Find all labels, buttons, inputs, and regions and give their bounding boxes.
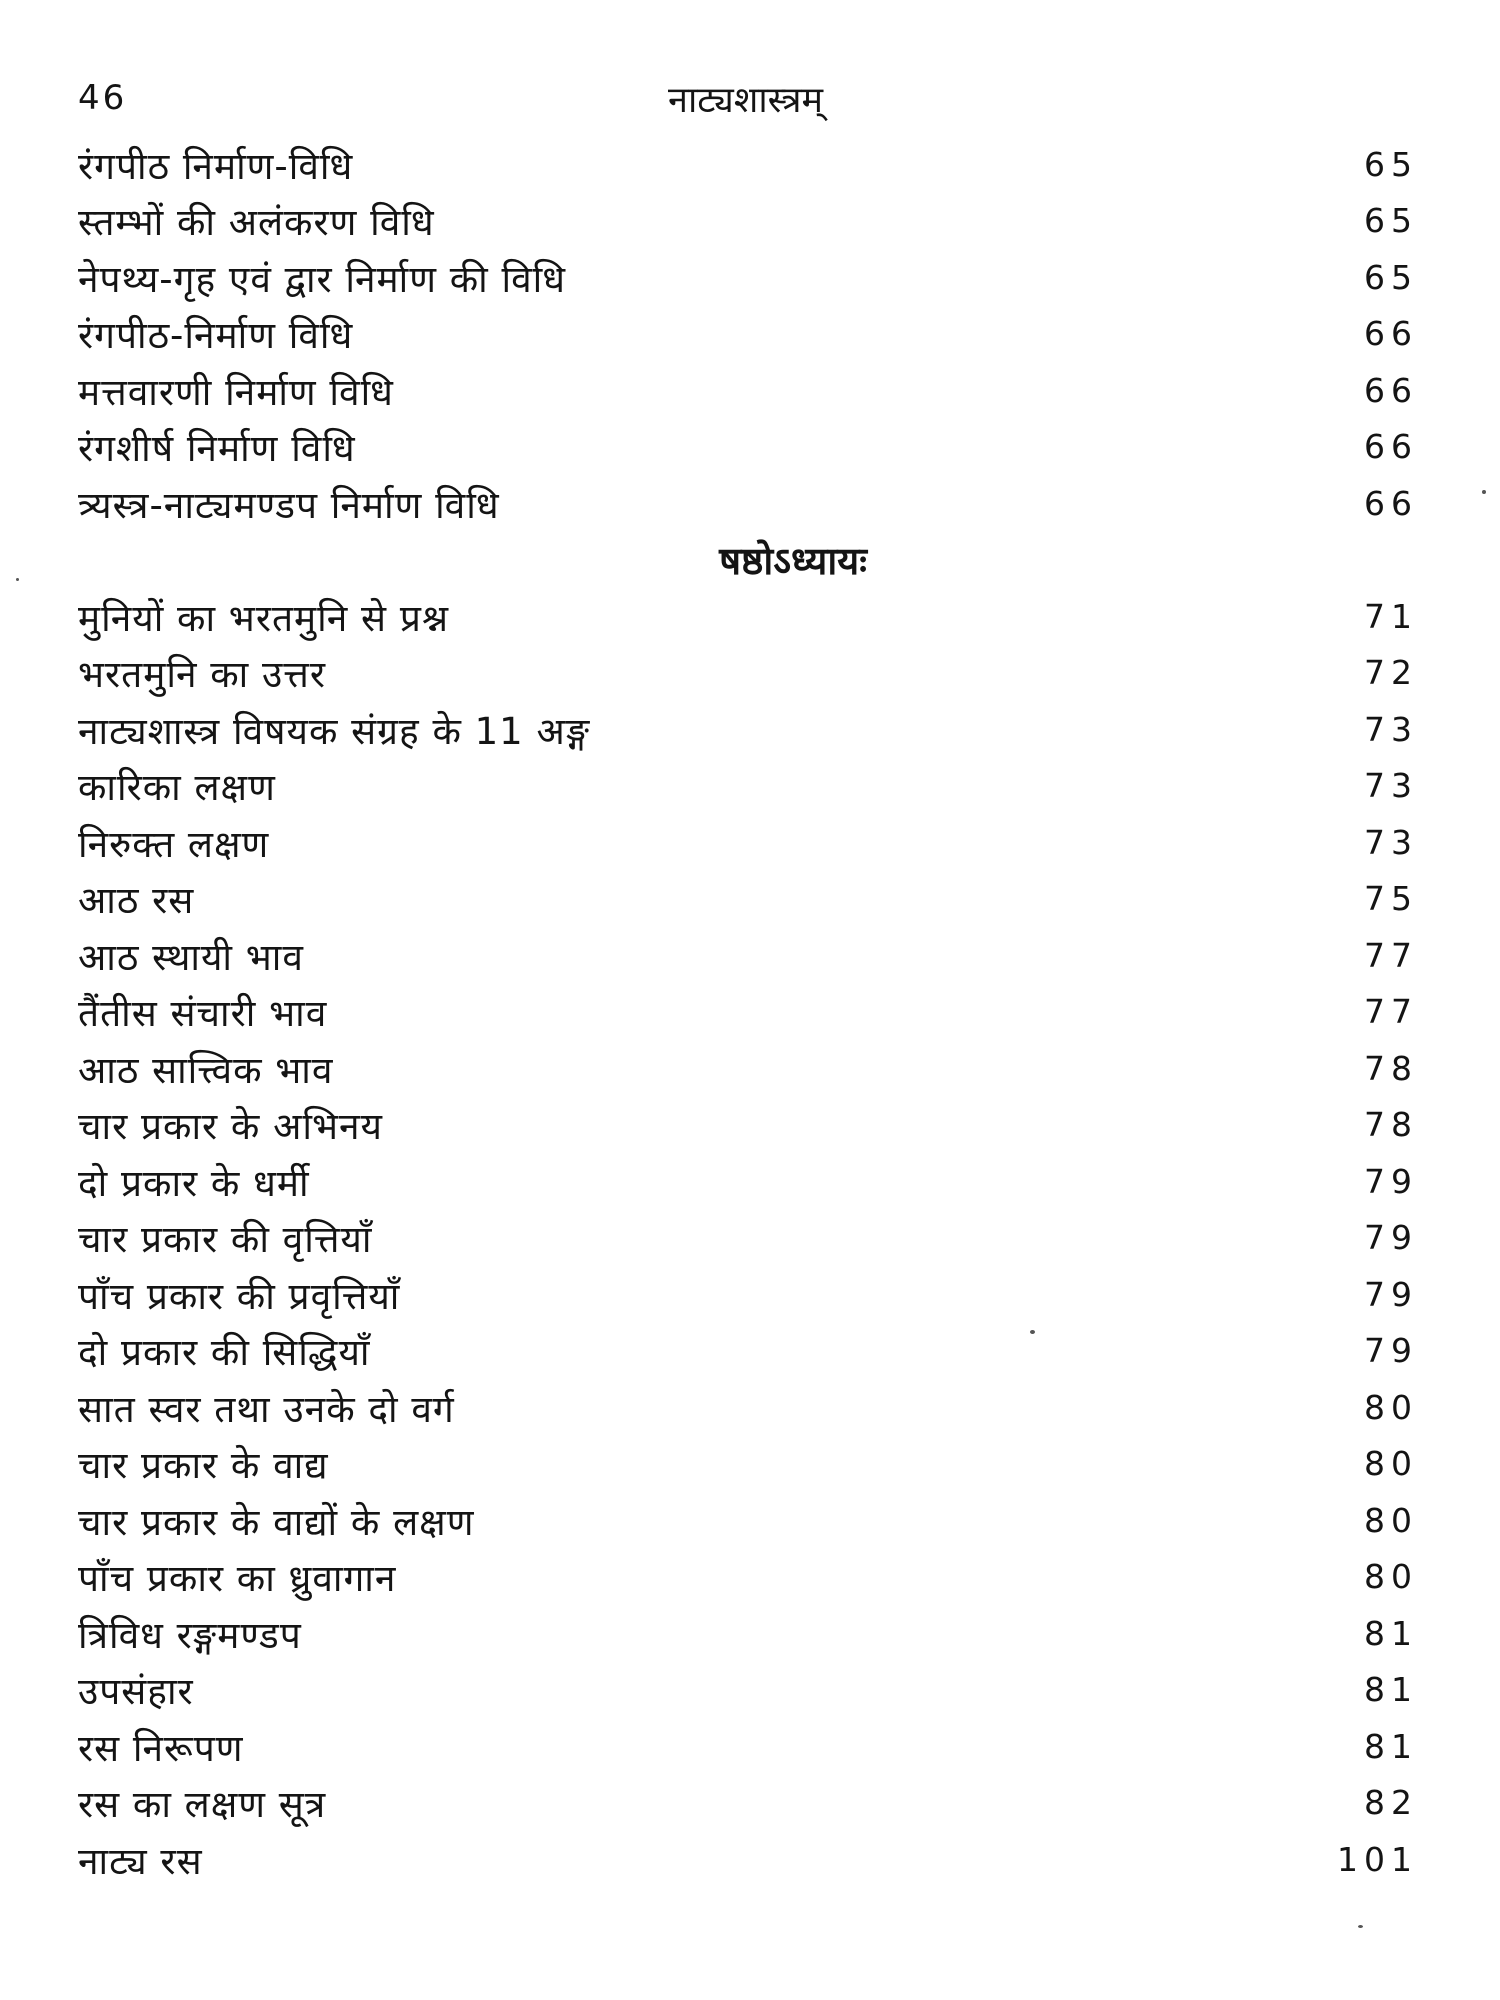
toc-entry	[78, 1662, 1418, 1719]
toc-entry	[78, 419, 1418, 476]
toc-entry	[78, 1605, 1418, 1662]
toc-entry-page-number: 73	[1364, 709, 1418, 749]
toc-entry-page-number: 78	[1364, 1048, 1418, 1088]
toc-entry	[78, 1210, 1418, 1267]
toc-entry-title: आठ स्थायी भाव	[78, 935, 304, 979]
toc-entry-title: मुनियों का भरतमुनि से प्रश्न	[78, 596, 450, 640]
toc-entry	[78, 475, 1418, 532]
scan-speck	[16, 578, 19, 581]
table-of-contents	[78, 136, 1418, 1888]
toc-entry-title: तैंतीस संचारी भाव	[78, 992, 328, 1036]
page-number: 46	[78, 78, 128, 118]
toc-entry-page-number: 101	[1337, 1839, 1418, 1879]
toc-entry-title: रस का लक्षण सूत्र	[78, 1783, 327, 1827]
toc-entry-page-number: 71	[1364, 596, 1418, 636]
toc-entry-page-number: 77	[1364, 992, 1418, 1032]
page-header	[78, 68, 1418, 128]
toc-entry-title: नेपथ्य-गृह एवं द्वार निर्माण की विधि	[78, 257, 567, 301]
toc-entry	[78, 193, 1418, 250]
toc-entry-page-number: 79	[1364, 1161, 1418, 1201]
toc-entry-page-number: 66	[1364, 483, 1418, 523]
chapter-heading: षष्ठोऽध्यायः	[719, 538, 867, 583]
toc-entry-page-number: 80	[1364, 1444, 1418, 1484]
toc-entry	[78, 871, 1418, 928]
toc-entry	[78, 588, 1418, 645]
scan-speck	[1358, 1925, 1363, 1928]
toc-entry-title: उपसंहार	[78, 1670, 194, 1714]
toc-entry-page-number: 66	[1364, 427, 1418, 467]
toc-entry-title: चार प्रकार के अभिनय	[78, 1105, 383, 1149]
toc-section-2	[78, 588, 1418, 1888]
toc-entry-page-number: 81	[1364, 1726, 1418, 1766]
toc-entry-title: रंगपीठ-निर्माण विधि	[78, 314, 354, 358]
toc-entry-page-number: 72	[1364, 653, 1418, 693]
toc-entry	[78, 1266, 1418, 1323]
toc-entry	[78, 758, 1418, 815]
toc-entry	[78, 1040, 1418, 1097]
toc-entry	[78, 1323, 1418, 1380]
toc-entry-page-number: 79	[1364, 1274, 1418, 1314]
toc-entry-page-number: 80	[1364, 1557, 1418, 1597]
toc-entry-title: त्र्यस्त्र-नाट्यमण्डप निर्माण विधि	[78, 483, 500, 527]
toc-entry-page-number: 81	[1364, 1670, 1418, 1710]
toc-entry-title: रंगपीठ निर्माण-विधि	[78, 144, 354, 188]
toc-entry-page-number: 66	[1364, 370, 1418, 410]
toc-entry-title: पाँच प्रकार का ध्रुवागान	[78, 1557, 397, 1601]
toc-entry-title: आठ सात्त्विक भाव	[78, 1048, 334, 1092]
toc-entry	[78, 362, 1418, 419]
toc-section-1	[78, 136, 1418, 532]
toc-entry-page-number: 78	[1364, 1105, 1418, 1145]
toc-entry-title: त्रिविध रङ्गमण्डप	[78, 1613, 302, 1657]
toc-entry	[78, 1379, 1418, 1436]
toc-entry-page-number: 79	[1364, 1331, 1418, 1371]
toc-entry-page-number: 80	[1364, 1387, 1418, 1427]
toc-entry-title: नाट्यशास्त्र विषयक संग्रह के 11 अङ्ग	[78, 709, 591, 753]
toc-entry	[78, 1436, 1418, 1493]
toc-entry-title: स्तम्भों की अलंकरण विधि	[78, 201, 435, 245]
toc-entry-title: दो प्रकार की सिद्धियाँ	[78, 1331, 371, 1375]
toc-entry-title: चार प्रकार के वाद्य	[78, 1444, 329, 1488]
toc-entry-title: चार प्रकार के वाद्यों के लक्षण	[78, 1500, 475, 1544]
running-title: नाट्यशास्त्रम्	[668, 80, 824, 121]
toc-entry-title: सात स्वर तथा उनके दो वर्ग	[78, 1387, 455, 1431]
toc-entry-page-number: 73	[1364, 766, 1418, 806]
toc-entry	[78, 814, 1418, 871]
toc-entry-page-number: 79	[1364, 1218, 1418, 1258]
toc-entry-title: रंगशीर्ष निर्माण विधि	[78, 427, 356, 471]
toc-entry	[78, 984, 1418, 1041]
toc-entry	[78, 927, 1418, 984]
scan-speck	[1030, 1330, 1035, 1334]
toc-entry	[78, 1153, 1418, 1210]
toc-entry	[78, 1775, 1418, 1832]
toc-entry-page-number: 73	[1364, 822, 1418, 862]
toc-entry	[78, 306, 1418, 363]
toc-entry-page-number: 65	[1364, 201, 1418, 241]
toc-entry	[78, 249, 1418, 306]
toc-entry-page-number: 81	[1364, 1613, 1418, 1653]
toc-entry-page-number: 65	[1364, 144, 1418, 184]
scan-speck	[1482, 490, 1486, 494]
toc-entry	[78, 1831, 1418, 1888]
toc-entry-page-number: 66	[1364, 314, 1418, 354]
toc-entry	[78, 1549, 1418, 1606]
toc-entry-title: चार प्रकार की वृत्तियाँ	[78, 1218, 373, 1262]
toc-entry-title: रस निरूपण	[78, 1726, 244, 1770]
toc-entry	[78, 136, 1418, 193]
toc-entry-title: कारिका लक्षण	[78, 766, 276, 810]
toc-entry-title: निरुक्त लक्षण	[78, 822, 270, 866]
toc-entry-page-number: 80	[1364, 1500, 1418, 1540]
toc-entry-title: भरतमुनि का उत्तर	[78, 653, 326, 697]
toc-entry-title: आठ रस	[78, 879, 195, 923]
toc-entry	[78, 1718, 1418, 1775]
toc-entry-page-number: 75	[1364, 879, 1418, 919]
toc-entry-page-number: 77	[1364, 935, 1418, 975]
toc-entry-title: मत्तवारणी निर्माण विधि	[78, 370, 394, 414]
toc-entry-title: दो प्रकार के धर्मी	[78, 1161, 310, 1205]
toc-entry-page-number: 65	[1364, 257, 1418, 297]
toc-entry	[78, 1492, 1418, 1549]
toc-entry	[78, 701, 1418, 758]
toc-entry	[78, 645, 1418, 702]
toc-entry-title: पाँच प्रकार की प्रवृत्तियाँ	[78, 1274, 401, 1318]
toc-entry	[78, 1097, 1418, 1154]
toc-entry-title: नाट्य रस	[78, 1839, 203, 1883]
toc-entry-page-number: 82	[1364, 1783, 1418, 1823]
